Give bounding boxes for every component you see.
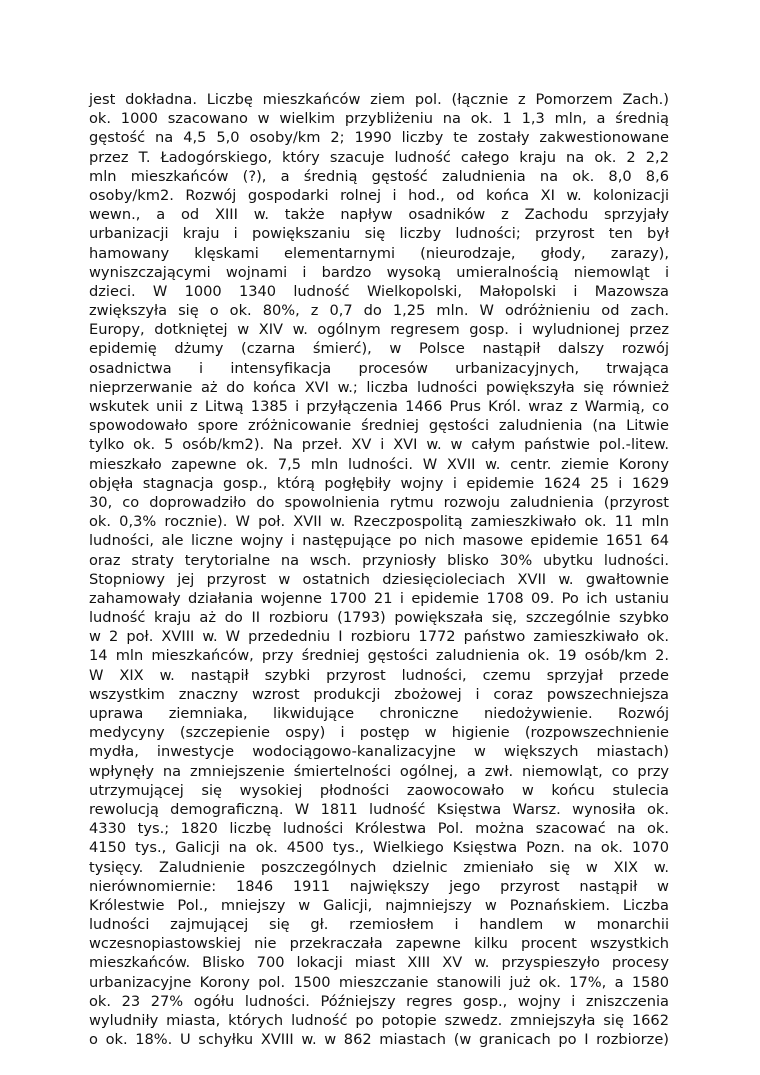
text-line: ludności zajmującej się gł. rzemiosłem i handlem w monarchii bbox=[89, 916, 669, 934]
text-line: wyludniły miasta, których ludność po potopie szwedz. zmniejszyła się 1662 bbox=[89, 1012, 669, 1029]
text-line: wyniszczającymi wojnami i bardzo wysoką umieralnością niemowląt i bbox=[89, 263, 669, 281]
text-line: ok. 1000 szacowano w wielkim przybliżeniu na ok. 1 1,3 mln, a średnią bbox=[89, 110, 669, 128]
text-line: W XIX w. nastąpił szybki przyrost ludności, czemu sprzyjał przede bbox=[89, 666, 669, 684]
document-page bbox=[89, 90, 669, 1049]
text-line: urbanizacji kraju i powiększaniu się liczby ludności; przyrost ten był bbox=[89, 225, 669, 243]
text-line: wskutek unii z Litwą 1385 i przyłączenia 1466 Prus Król. wraz z Warmią, co bbox=[89, 398, 669, 415]
text-line: zwiększyła się o ok. 80%, z 0,7 do 1,25 mln. W odróżnieniu od zach. bbox=[89, 302, 669, 320]
text-line: tysięcy. Zaludnienie poszczególnych dzielnic zmieniało się w XIX w. bbox=[89, 858, 669, 876]
text-line: wewn., a od XIII w. także napływ osadników z Zachodu sprzyjały bbox=[89, 206, 669, 224]
text-line: urbanizacyjne Korony pol. 1500 mieszczanie stanowili już ok. 17%, a 1580 bbox=[89, 973, 669, 991]
text-line: spowodowało spore zróżnicowanie średniej gęstości zaludnienia (na Litwie bbox=[89, 417, 669, 435]
text-line: 30, co doprowadziło do spowolnienia rytmu rozwoju zaludnienia (przyrost bbox=[89, 493, 669, 511]
text-line: tylko ok. 5 osób/km2). Na przeł. XV i XVI w. w całym państwie pol.-litew. bbox=[89, 436, 669, 454]
text-line: zahamowały działania wojenne 1700 21 i epidemie 1708 09. Po ich ustaniu bbox=[89, 589, 669, 607]
text-line: w 2 poł. XVIII w. W przededniu I rozbioru 1772 państwo zamieszkiwało ok. bbox=[89, 628, 669, 646]
text-line: 4330 tys.; 1820 liczbę ludności Królestwa Pol. można szacować na ok. bbox=[89, 820, 669, 838]
text-line: ok. 0,3% rocznie). W poł. XVII w. Rzeczpospolitą zamieszkiwało ok. 11 mln bbox=[89, 513, 669, 531]
text-line: o ok. 18%. U schyłku XVIII w. w 862 miastach (w granicach po I rozbiorze) bbox=[89, 1031, 669, 1049]
text-line: 4150 tys., Galicji na ok. 4500 tys., Wielkiego Księstwa Pozn. na ok. 1070 bbox=[89, 839, 669, 857]
text-line: dzieci. W 1000 1340 ludność Wielkopolski, Małopolski i Mazowsza bbox=[89, 282, 669, 300]
text-line: mydła, inwestycje wodociągowo-kanalizacyjne w większych miastach) bbox=[89, 743, 669, 761]
text-line: medycyny (szczepienie ospy) i postęp w higienie (rozpowszechnienie bbox=[89, 724, 669, 742]
text-line: Europy, dotkniętej w XIV w. ogólnym regresem gosp. i wyludnionej przez bbox=[89, 321, 669, 339]
text-line: mln mieszkańców (?), a średnią gęstość zaludnienia na ok. 8,0 8,6 bbox=[89, 167, 669, 185]
text-line: ludność kraju aż do II rozbioru (1793) powiększała się, szczególnie szybko bbox=[89, 609, 669, 627]
text-line: gęstość na 4,5 5,0 osoby/km 2; 1990 liczby te zostały zakwestionowane bbox=[89, 129, 669, 147]
text-line: mieszkańców. Blisko 700 lokacji miast XIII XV w. przyspieszyło procesy bbox=[89, 954, 669, 972]
text-line: ok. 23 27% ogółu ludności. Późniejszy regres gosp., wojny i zniszczenia bbox=[89, 992, 669, 1010]
text-line: jest dokładna. Liczbę mieszkańców ziem pol. (łącznie z Pomorzem Zach.) bbox=[89, 91, 669, 108]
text-line: osadnictwa i intensyfikacja procesów urbanizacyjnych, trwająca bbox=[89, 359, 669, 377]
text-line: wpłynęły na zmniejszenie śmiertelności ogólnej, a zwł. niemowląt, co przy bbox=[89, 762, 669, 780]
text-line: utrzymującej się wysokiej płodności zaowocowało w końcu stulecia bbox=[89, 781, 669, 799]
text-line: objęła stagnacja gosp., którą pogłębiły wojny i epidemie 1624 25 i 1629 bbox=[89, 474, 669, 492]
text-line: Stopniowy jej przyrost w ostatnich dziesięcioleciach XVII w. gwałtownie bbox=[89, 570, 669, 588]
text-line: epidemię dżumy (czarna śmierć), w Polsce nastąpił dalszy rozwój bbox=[89, 340, 669, 358]
text-line: nieprzerwanie aż do końca XVI w.; liczba ludności powiększyła się również bbox=[89, 378, 669, 396]
text-line: Królestwie Pol., mniejszy w Galicji, najmniejszy w Poznańskiem. Liczba bbox=[89, 896, 669, 914]
text-line: uprawa ziemniaka, likwidujące chroniczne niedożywienie. Rozwój bbox=[89, 705, 669, 722]
text-line: ludności, ale liczne wojny i następujące po nich masowe epidemie 1651 64 bbox=[89, 532, 669, 550]
text-line: przez T. Ładogórskiego, który szacuje ludność całego kraju na ok. 2 2,2 bbox=[89, 148, 669, 166]
text-line: wszystkim znaczny wzrost produkcji zbożowej i coraz powszechniejsza bbox=[89, 685, 669, 703]
text-line: rewolucją demograficzną. W 1811 ludność Księstwa Warsz. wynosiła ok. bbox=[89, 800, 669, 818]
text-line: 14 mln mieszkańców, przy średniej gęstości zaludnienia ok. 19 osób/km 2. bbox=[89, 647, 669, 665]
text-line: osoby/km2. Rozwój gospodarki rolnej i hod., od końca XI w. kolonizacji bbox=[89, 186, 669, 204]
text-line: hamowany klęskami elementarnymi (nieurodzaje, głody, zarazy), bbox=[89, 244, 669, 262]
text-line: wczesnopiastowskiej nie przekraczała zapewne kilku procent wszystkich bbox=[89, 935, 669, 953]
text-line: mieszkało zapewne ok. 7,5 mln ludności. W XVII w. centr. ziemie Korony bbox=[89, 455, 669, 473]
text-line: oraz straty terytorialne na wsch. przyniosły blisko 30% ubytku ludności. bbox=[89, 551, 669, 569]
text-line: nierównomiernie: 1846 1911 największy jego przyrost nastąpił w bbox=[89, 877, 669, 895]
